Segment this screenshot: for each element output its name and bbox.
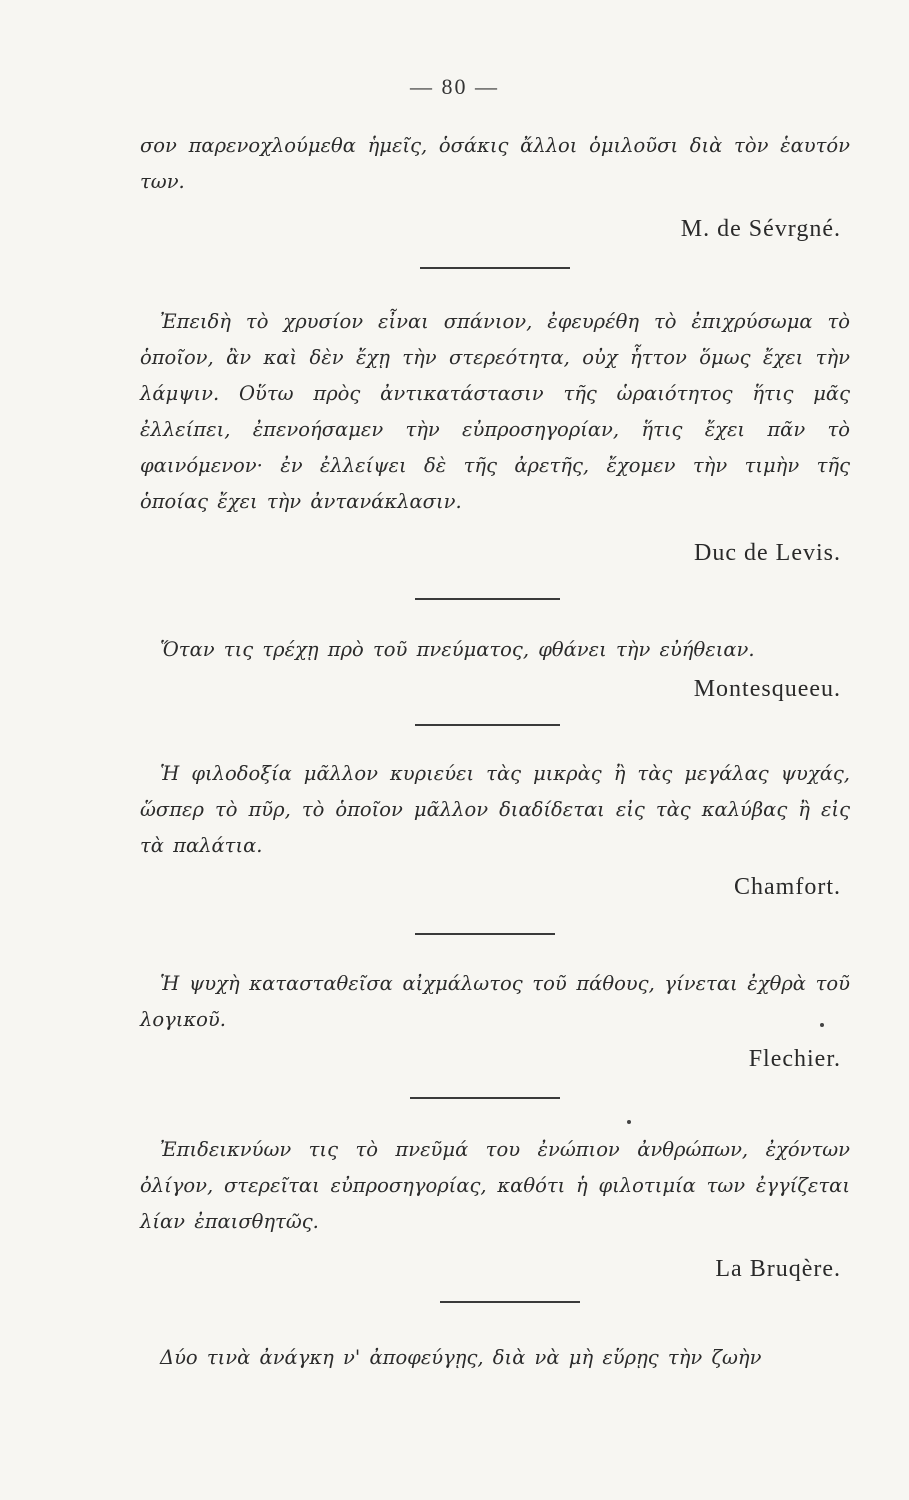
quote-paragraph: Ἐπιδεικνύων τις τὸ πνεῦμά του ἐνώπιον ἀνθρώπων, ἐχόντων ὀλίγον, στερεῖται εὐπροσηγορίας, καθότι ἡ φιλοτιμία των ἐγγίζεται λίαν ἐπαισθητῶς. [140, 1138, 850, 1233]
section-divider [415, 598, 560, 600]
quote-author: La Bruqère. [715, 1256, 841, 1282]
section-divider [410, 1097, 560, 1099]
section-divider [420, 267, 570, 269]
quote-author: Montesqueeu. [693, 676, 841, 702]
quote-paragraph: Δύο τινὰ ἀνάγκη ν' ἀποφεύγῃς, διὰ νὰ μὴ εὕρῃς τὴν ζωὴν [160, 1346, 762, 1369]
page-number: — 80 — [410, 74, 499, 99]
quote-author: Chamfort. [734, 874, 841, 900]
quote-author: M. de Sévrgné. [680, 216, 841, 242]
quote-paragraph: Ἡ φιλοδοξία μᾶλλον κυριεύει τὰς μικρὰς ἢ τὰς μεγάλας ψυχάς, ὥσπερ τὸ πῦρ, τὸ ὁποῖον μᾶλλον διαδίδεται εἰς τὰς καλύβας ἢ εἰς τὰ παλάτια. [140, 762, 850, 857]
quote-author: Duc de Levis. [694, 540, 841, 566]
quote-paragraph: σον παρενοχλούμεθα ἡμεῖς, ὁσάκις ἄλλοι ὁμιλοῦσι διὰ τὸν ἑαυτόν των. [140, 134, 850, 193]
ink-speck [820, 1023, 824, 1027]
section-divider [415, 933, 555, 935]
section-divider [415, 724, 560, 726]
section-divider [440, 1301, 580, 1303]
quote-paragraph: Ἐπειδὴ τὸ χρυσίον εἶναι σπάνιον, ἐφευρέθη τὸ ἐπιχρύσωμα τὸ ὁποῖον, ἂν καὶ δὲν ἔχῃ τὴν στερεότητα, οὐχ ἧττον ὅμως ἔχει τὴν λάμψιν. Οὕτω πρὸς ἀντικατάστασιν τῆς ὡραιότητος ἥτις μᾶς ἐλλείπει, ἐπενοήσαμεν τὴν εὐπροσηγορίαν, ἥτις ἔχει πᾶν τὸ φαινόμενον· ἐν ἐλλείψει δὲ τῆς ἀρετῆς, ἔχομεν τὴν τιμὴν τῆς ὁποίας ἔχει τὴν ἀντανάκλασιν. [140, 310, 850, 513]
ink-speck [627, 1120, 631, 1124]
quote-paragraph: Ἡ ψυχὴ κατασταθεῖσα αἰχμάλωτος τοῦ πάθους, γίνεται ἐχθρὰ τοῦ λογικοῦ. [140, 972, 850, 1031]
quote-author: Flechier. [748, 1046, 841, 1072]
quote-paragraph: Ὅταν τις τρέχῃ πρὸ τοῦ πνεύματος, φθάνει τὴν εὐήθειαν. [160, 638, 755, 661]
